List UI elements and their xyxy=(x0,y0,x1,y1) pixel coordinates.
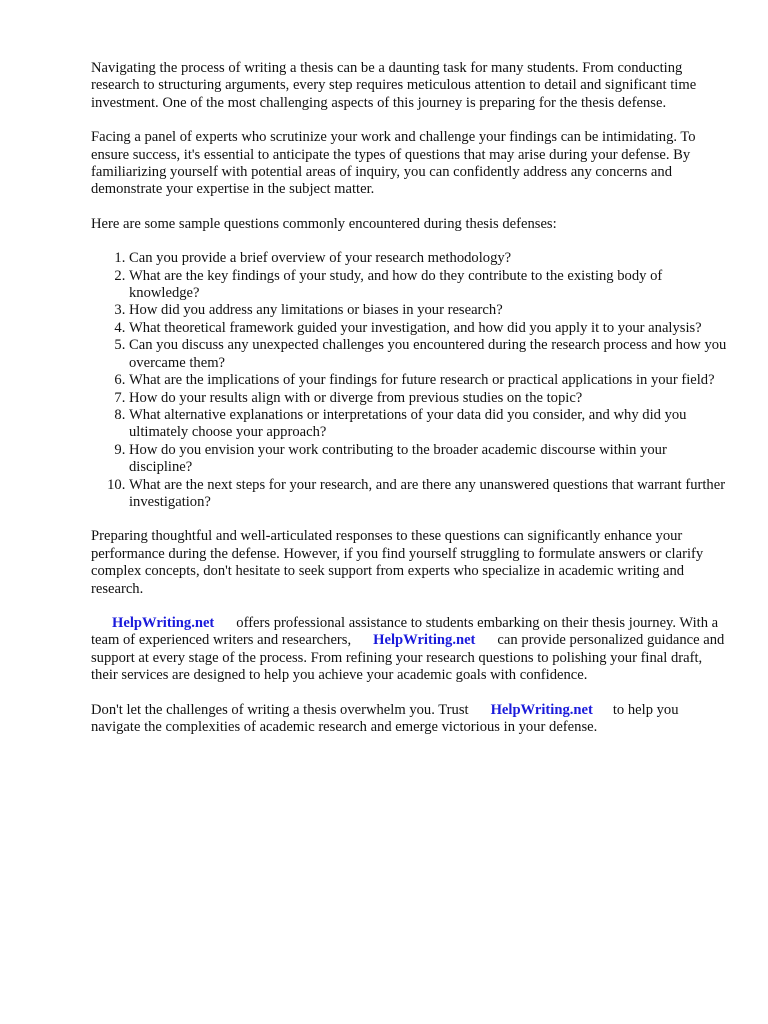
helpwriting-link[interactable]: HelpWriting.net xyxy=(490,701,593,718)
list-item: 10. What are the next steps for your research, and are there any unanswered questions that warrant further investigation? xyxy=(129,477,731,512)
closing-text-part1: Don't let the challenges of writing a thesis overwhelm you. Trust xyxy=(91,701,469,718)
list-item: 4. What theoretical framework guided your investigation, and how did you apply it to your analysis? xyxy=(129,320,731,337)
list-item: 6. What are the implications of your findings for future research or practical applications in your field? xyxy=(129,372,731,389)
offers-text-part1: offers professional assistance to students embarking on their thesis journey. With a team of experienced writers and researchers, xyxy=(91,614,719,649)
closing-text-part2: to help you navigate the complexities of academic research and emerge victorious in your defense. xyxy=(91,701,679,735)
intro-paragraph-2: Facing a panel of experts who scrutinize your work and challenge your findings can be intimidating. To ensure success, it's essential to anticipate the types of questions that may arise during your defense. By familiarizing yourself with potential areas of inquiry, you can confidently address any concerns and demonstrate your expertise in the subject matter. xyxy=(91,129,696,198)
document-body xyxy=(91,60,731,753)
list-item: 3. How did you address any limitations or biases in your research? xyxy=(129,302,731,319)
offers-text-part2: can provide personalized guidance and support at every stage of the process. From refining your research questions to polishing your final draft, their services are designed to help you achieve your academic goals with confidence. xyxy=(91,632,725,684)
question-list xyxy=(91,250,731,511)
list-item: 1. Can you provide a brief overview of your research methodology? xyxy=(129,250,731,267)
list-item: 5. Can you discuss any unexpected challenges you encountered during the research process and how you overcame them? xyxy=(129,337,731,372)
preparing-paragraph: Preparing thoughtful and well-articulated responses to these questions can significantly enhance your performance during the defense. However, if you find yourself struggling to formulate answers or clarify complex concepts, don't hesitate to seek support from experts who specialize in academic writing and research. xyxy=(91,528,704,597)
list-item: 9. How do you envision your work contributing to the broader academic discourse within your discipline? xyxy=(129,442,731,477)
intro-paragraph-1: Navigating the process of writing a thesis can be a daunting task for many students. From conducting research to structuring arguments, every step requires meticulous attention to detail and significant time investment. One of the most challenging aspects of this journey is preparing for the thesis defense. xyxy=(91,60,697,111)
intro-paragraph-3: Here are some sample questions commonly encountered during thesis defenses: xyxy=(91,215,557,232)
helpwriting-link[interactable]: HelpWriting.net xyxy=(112,614,215,631)
offers-paragraph xyxy=(91,615,731,685)
list-item: 8. What alternative explanations or interpretations of your data did you consider, and why did you ultimately choose your approach? xyxy=(129,407,731,442)
list-item: 2. What are the key findings of your study, and how do they contribute to the existing body of knowledge? xyxy=(129,268,731,303)
closing-paragraph xyxy=(91,702,731,737)
list-item: 7. How do your results align with or diverge from previous studies on the topic? xyxy=(129,390,731,407)
helpwriting-link[interactable]: HelpWriting.net xyxy=(373,632,476,649)
